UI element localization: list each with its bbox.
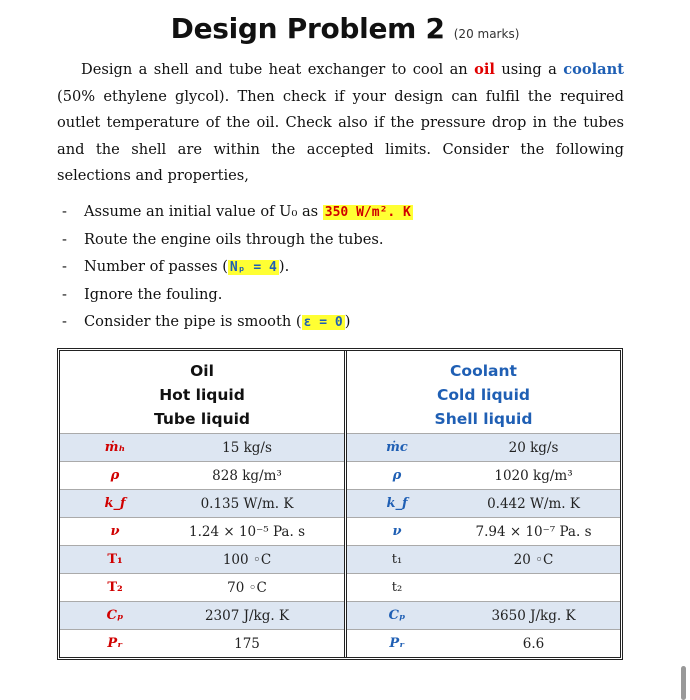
bullet-text: Assume an initial value of U₀ as xyxy=(84,203,323,220)
table-row xyxy=(60,545,344,573)
bullet-text: Route the engine oils through the tubes. xyxy=(84,230,384,248)
list-item: - Assume an initial value of U₀ as 350 W/m². K xyxy=(62,203,411,220)
hot-fluid-header xyxy=(60,351,344,433)
property-symbol: t₂ xyxy=(391,580,403,595)
property-symbol: ṁc xyxy=(386,440,408,455)
list-item: - Route the engine oils through the tubes. xyxy=(62,230,384,248)
list-item: - Number of passes ( Nₚ = 4 ). xyxy=(62,258,290,275)
marks-label: (20 marks) xyxy=(453,27,520,41)
statement-text-3: (50% ethylene glycol). Then check if your design can fulfil the required outlet temperature of the oil. Check also if the pressure drop in the tubes and the shell are within the accepted limits. Consider the following selections and properties, xyxy=(57,87,624,184)
property-symbol: k_f xyxy=(104,496,126,511)
oil-keyword: oil xyxy=(474,61,495,78)
property-symbol: Cₚ xyxy=(388,608,406,623)
cold-fluid-header xyxy=(347,351,620,433)
properties-table xyxy=(57,348,623,660)
hot-header-line: Hot liquid xyxy=(159,386,245,404)
heading xyxy=(0,12,690,45)
property-symbol: Pᵣ xyxy=(389,636,405,651)
bullet-text: Ignore the fouling. xyxy=(84,285,223,303)
property-symbol: k_f xyxy=(386,496,408,511)
table-row xyxy=(60,517,344,545)
table-row xyxy=(60,489,344,517)
property-value: 0.442 W/m. K xyxy=(487,495,580,512)
property-value: 0.135 W/m. K xyxy=(200,495,294,512)
page-title: Design Problem 2 xyxy=(170,12,445,45)
cold-header-line: Coolant xyxy=(450,362,517,380)
statement-text-2: using a xyxy=(494,61,564,78)
list-item: - Consider the pipe is smooth ( ε = 0 ) xyxy=(62,313,351,330)
table-row xyxy=(347,433,620,461)
coolant-keyword: coolant xyxy=(563,61,624,78)
property-symbol: t₁ xyxy=(391,552,403,567)
property-value: 20 kg/s xyxy=(508,439,559,456)
table-row xyxy=(347,489,620,517)
property-symbol: T₂ xyxy=(107,580,123,595)
property-value: 6.6 xyxy=(522,635,545,652)
property-symbol: ρ xyxy=(392,468,402,483)
bullet-text-end: ). xyxy=(278,258,290,275)
bullet-text: Number of passes ( xyxy=(84,258,228,275)
property-value: 1.24 × 10⁻⁵ Pa. s xyxy=(189,523,305,540)
table-row xyxy=(60,601,344,629)
list-item: - Ignore the fouling. xyxy=(62,285,223,303)
property-symbol: T₁ xyxy=(107,552,123,567)
statement-text-1: Design a shell and tube heat exchanger to cool an xyxy=(81,61,475,78)
table-row xyxy=(60,629,344,657)
property-symbol: ν xyxy=(110,524,120,539)
property-value: 3650 J/kg. K xyxy=(491,607,576,624)
roughness-highlight: ε = 0 xyxy=(303,315,343,330)
scrollbar[interactable] xyxy=(681,666,686,700)
property-value: 20 ◦C xyxy=(513,551,554,568)
hot-header-line: Oil xyxy=(190,362,214,380)
table-row xyxy=(347,573,620,601)
property-value: 828 kg/m³ xyxy=(212,467,282,484)
property-value: 100 ◦C xyxy=(222,551,272,568)
property-symbol: Pᵣ xyxy=(107,636,123,651)
property-symbol: ν xyxy=(392,524,402,539)
problem-statement xyxy=(57,57,624,190)
table-row xyxy=(60,573,344,601)
property-symbol: ρ xyxy=(110,468,120,483)
u0-highlight: 350 W/m². K xyxy=(324,205,411,220)
property-symbol: Cₚ xyxy=(106,608,124,623)
property-symbol: ṁₕ xyxy=(104,440,126,455)
table-row xyxy=(347,517,620,545)
property-value: 15 kg/s xyxy=(222,439,272,456)
table-row xyxy=(347,461,620,489)
table-row xyxy=(60,433,344,461)
property-value: 1020 kg/m³ xyxy=(494,467,573,484)
bullet-text: Consider the pipe is smooth ( xyxy=(84,313,302,330)
hot-fluid-column xyxy=(60,351,347,657)
cold-fluid-column xyxy=(347,351,620,657)
table-row xyxy=(60,461,344,489)
table-row xyxy=(347,629,620,657)
assumption-list xyxy=(62,198,413,336)
property-value: 175 xyxy=(234,635,260,652)
property-value: 7.94 × 10⁻⁷ Pa. s xyxy=(475,523,592,540)
bullet-text-end: ) xyxy=(344,313,351,330)
property-value: 2307 J/kg. K xyxy=(204,607,290,624)
cold-header-line: Cold liquid xyxy=(437,386,530,404)
cold-header-line: Shell liquid xyxy=(434,410,533,428)
table-row xyxy=(347,545,620,573)
passes-highlight: Nₚ = 4 xyxy=(229,260,277,275)
property-value: 70 ◦C xyxy=(227,579,267,596)
hot-header-line: Tube liquid xyxy=(153,410,251,428)
table-row xyxy=(347,601,620,629)
